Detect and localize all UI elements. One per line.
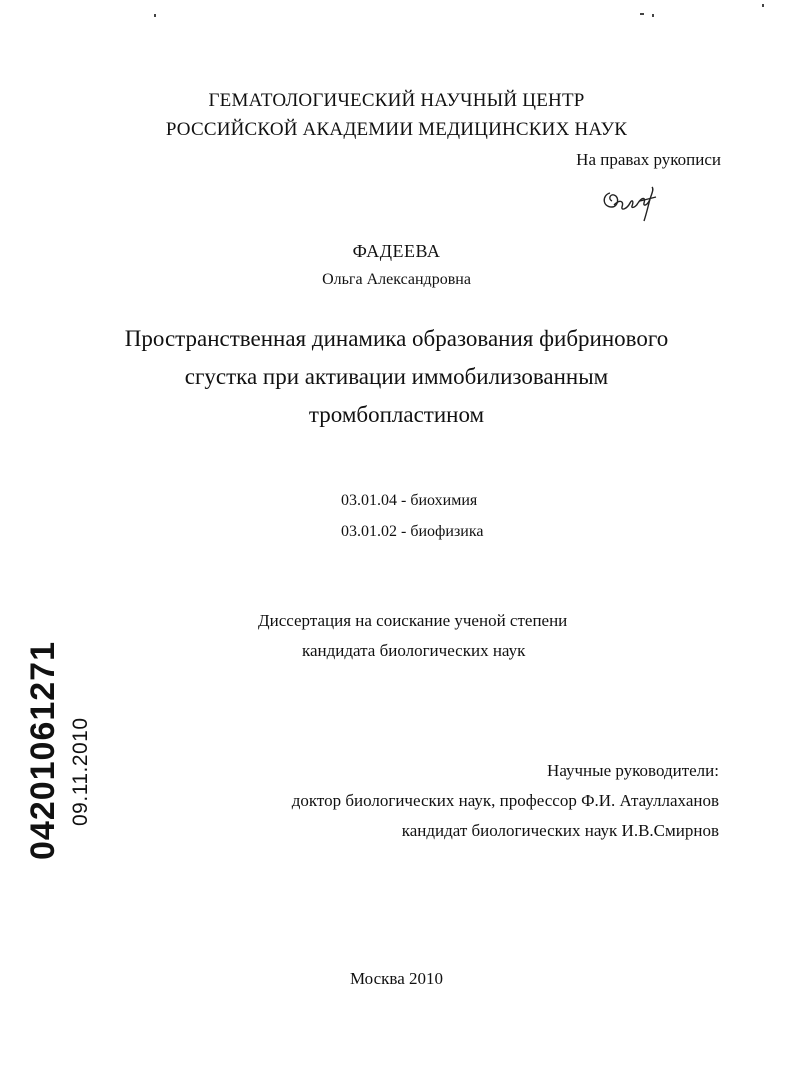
author-given-names: Ольга Александровна <box>322 271 471 288</box>
supervisor-2: кандидат биологических наук И.В.Смирнов <box>401 821 719 840</box>
rights-note: На правах рукописи <box>576 150 721 169</box>
degree-line-1: Диссертация на соискание ученой степени <box>258 611 568 630</box>
thesis-title-line-3: тромбопластином <box>308 402 485 427</box>
thesis-title-line-2: сгустка при активации иммобилизованным <box>184 364 609 389</box>
scan-speck <box>640 13 644 15</box>
scan-speck <box>652 14 654 17</box>
scan-speck <box>762 4 764 7</box>
specialty-biophysics: 03.01.02 - биофизика <box>341 523 484 540</box>
institution-line-1: ГЕМАТОЛОГИЧЕСКИЙ НАУЧНЫЙ ЦЕНТР <box>208 90 585 111</box>
degree-line-2: кандидата биологических наук <box>302 641 526 660</box>
author-surname: ФАДЕЕВА <box>352 241 441 261</box>
library-stamp-date: 09.11.2010 <box>69 717 92 826</box>
city-year: Москва 2010 <box>349 969 444 988</box>
institution-line-2: РОССИЙСКОЙ АКАДЕМИИ МЕДИЦИНСКИХ НАУК <box>165 119 628 140</box>
signature-icon <box>600 183 662 223</box>
scan-speck <box>154 14 156 17</box>
supervisors-heading: Научные руководители: <box>547 761 719 780</box>
specialty-biochemistry: 03.01.04 - биохимия <box>341 492 478 509</box>
supervisor-1: доктор биологических наук, профессор Ф.И. Атауллаханов <box>291 791 719 810</box>
library-stamp-number: 04201061271 <box>24 640 62 860</box>
thesis-title-line-1: Пространственная динамика образования фибринового <box>124 326 669 351</box>
